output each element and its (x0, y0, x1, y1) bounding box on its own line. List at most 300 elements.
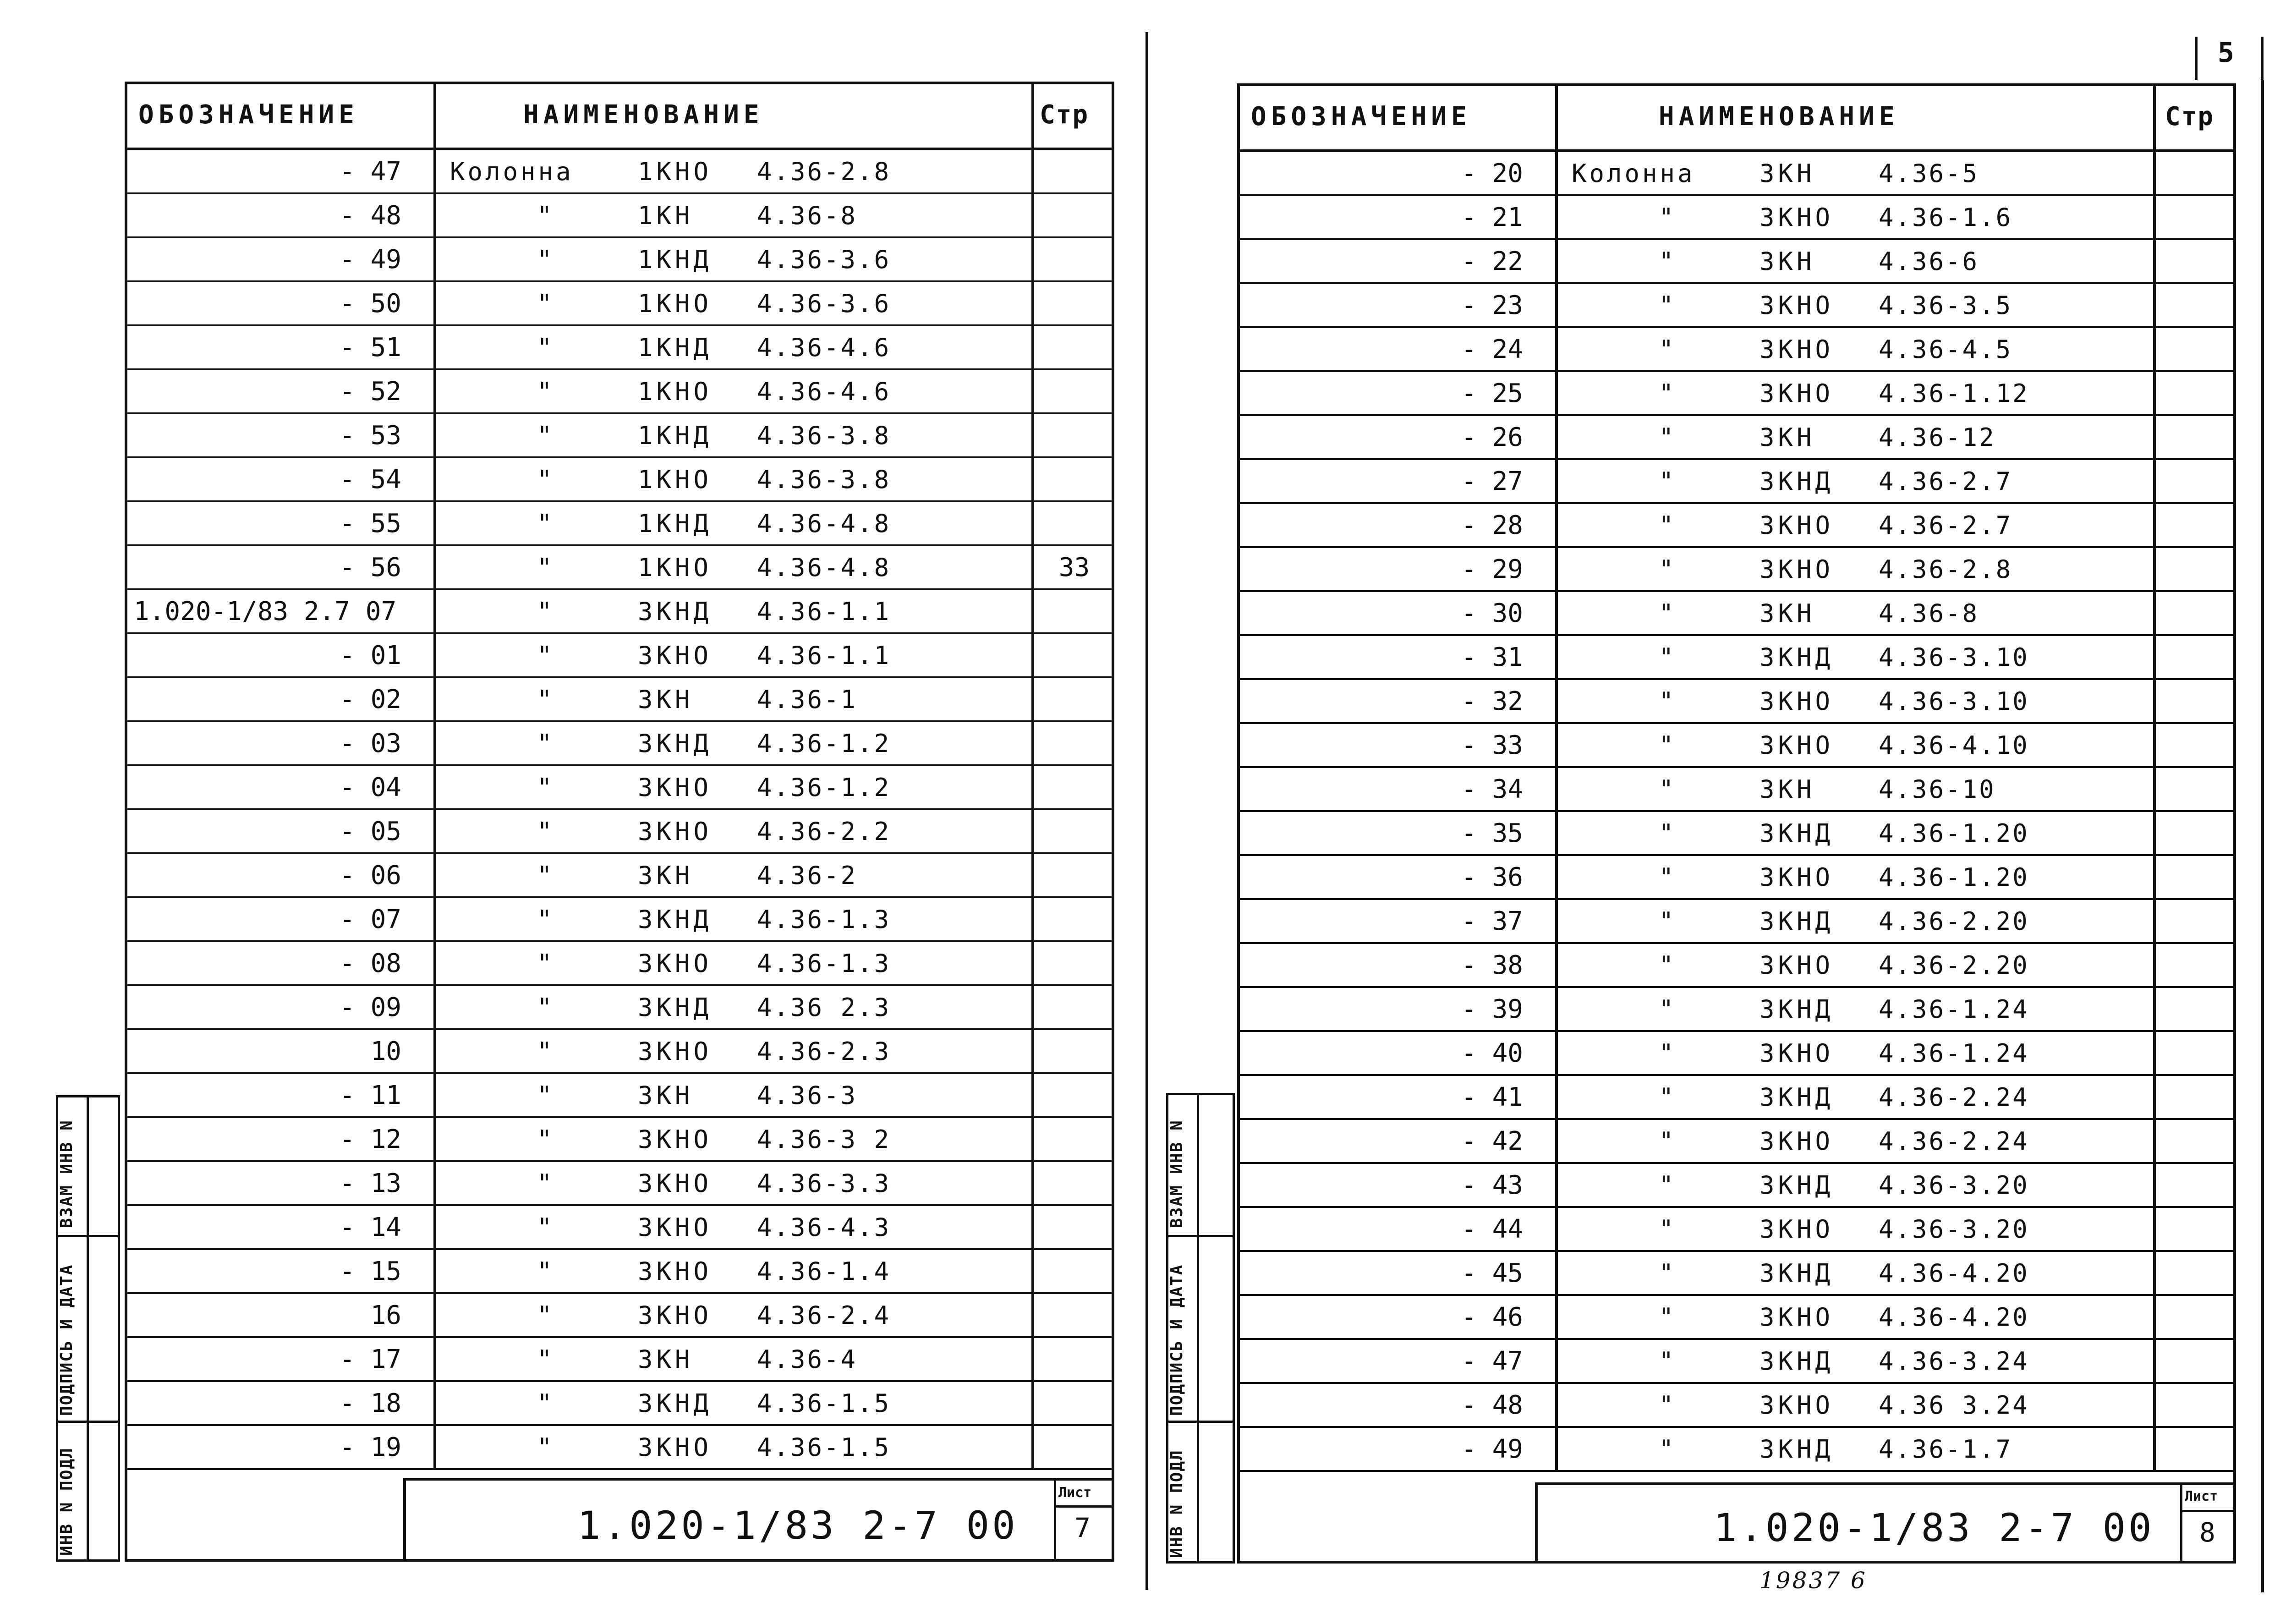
table-row (1237, 152, 2236, 196)
row-prefix: " (1659, 291, 1674, 320)
row-designation: - 47 (125, 150, 436, 192)
row-name (436, 194, 1034, 236)
row-name (1558, 856, 2156, 898)
row-prefix: " (1659, 1390, 1674, 1420)
row-designation: - 56 (125, 546, 436, 588)
row-size: 4.36 2.3 (757, 993, 891, 1022)
row-name (1558, 812, 2156, 854)
row-name (436, 150, 1034, 192)
left-stamp-code: 1.020-1/83 2-7 00 (577, 1503, 1018, 1548)
row-prefix: " (1659, 730, 1674, 760)
row-page (2156, 504, 2236, 546)
table-row (1237, 900, 2236, 944)
row-prefix: " (537, 377, 552, 406)
row-page (2156, 592, 2236, 634)
row-designation: - 33 (1237, 724, 1558, 766)
row-designation: - 32 (1237, 680, 1558, 722)
right-stamp-code: 1.020-1/83 2-7 00 (1714, 1505, 2154, 1550)
row-mark: 3КНД (1759, 1170, 1834, 1200)
row-name (436, 1382, 1034, 1424)
table-row (125, 1338, 1114, 1382)
row-size: 4.36-1.3 (757, 905, 891, 934)
row-designation: - 49 (125, 238, 436, 280)
row-prefix: " (537, 685, 552, 714)
row-prefix: " (1659, 642, 1674, 672)
table-row (125, 1250, 1114, 1294)
row-page (1034, 678, 1114, 720)
table-row (125, 590, 1114, 634)
row-name (436, 1294, 1034, 1336)
row-page (2156, 284, 2236, 326)
row-name (436, 1162, 1034, 1204)
row-page (1034, 766, 1114, 808)
left-table-header (125, 82, 1114, 150)
row-size: 4.36-2.2 (757, 817, 891, 846)
row-page (1034, 810, 1114, 852)
row-mark: 3КНО (1759, 1038, 1834, 1068)
row-designation: - 24 (1237, 328, 1558, 370)
row-page (2156, 944, 2236, 986)
table-row (1237, 636, 2236, 680)
row-designation: - 20 (1237, 152, 1558, 194)
table-row (1237, 328, 2236, 372)
row-designation: - 44 (1237, 1208, 1558, 1250)
row-page (2156, 856, 2236, 898)
row-size: 4.36-3.8 (757, 421, 891, 450)
table-row (1237, 812, 2236, 856)
table-row (1237, 724, 2236, 768)
row-prefix: " (537, 1300, 552, 1330)
table-row (125, 810, 1114, 854)
row-page (2156, 416, 2236, 458)
table-row (125, 502, 1114, 546)
table-row (125, 458, 1114, 502)
row-prefix: " (537, 1388, 552, 1418)
row-prefix: " (537, 465, 552, 494)
row-size: 4.36-2.20 (1879, 906, 2029, 936)
center-divider (1146, 32, 1148, 1590)
row-page (1034, 1206, 1114, 1248)
row-page (1034, 238, 1114, 280)
row-designation: - 53 (125, 414, 436, 456)
row-prefix: Колонна (450, 157, 574, 186)
row-name (1558, 768, 2156, 810)
row-designation: - 46 (1237, 1296, 1558, 1338)
row-designation: - 31 (1237, 636, 1558, 678)
row-designation: - 02 (125, 678, 436, 720)
row-size: 4.36-1.3 (757, 949, 891, 978)
table-row (125, 1030, 1114, 1074)
row-prefix: " (537, 289, 552, 318)
row-prefix: " (537, 421, 552, 450)
row-designation: - 50 (125, 282, 436, 324)
row-mark: 1КНО (638, 377, 713, 406)
row-designation: - 09 (125, 986, 436, 1028)
row-size: 4.36-4.20 (1879, 1302, 2029, 1332)
row-size: 4.36-3.3 (757, 1169, 891, 1198)
row-mark: 3КНД (1759, 642, 1834, 672)
row-name (1558, 1120, 2156, 1162)
footer-note: 19837 6 (1759, 1567, 1867, 1594)
row-mark: 3КНО (1759, 1390, 1834, 1420)
row-mark: 3КНО (638, 1256, 713, 1286)
row-prefix: " (1659, 554, 1674, 584)
row-page (2156, 1384, 2236, 1426)
row-prefix: " (1659, 1082, 1674, 1112)
row-designation: - 06 (125, 854, 436, 896)
row-designation: - 12 (125, 1118, 436, 1160)
row-mark: 3КН (1759, 774, 1815, 804)
row-prefix: " (537, 201, 552, 230)
row-mark: 3КНД (1759, 1346, 1834, 1376)
row-page (1034, 150, 1114, 192)
row-prefix: " (1659, 247, 1674, 276)
row-mark: 3КНО (638, 817, 713, 846)
row-name (436, 326, 1034, 368)
row-page (1034, 1118, 1114, 1160)
row-designation: - 19 (125, 1426, 436, 1468)
table-row (125, 194, 1114, 238)
row-designation: - 22 (1237, 240, 1558, 282)
row-prefix: " (537, 333, 552, 362)
row-page (1034, 1338, 1114, 1380)
left-sheet-number: 7 (1074, 1512, 1091, 1543)
row-prefix: " (1659, 1302, 1674, 1332)
left-side-label-inv-podl: ИНВ N ПОДЛ (57, 1447, 76, 1556)
table-row (1237, 1296, 2236, 1340)
row-size: 4.36-4.10 (1879, 730, 2029, 760)
table-row (1237, 944, 2236, 988)
row-name (1558, 416, 2156, 458)
table-row (1237, 1032, 2236, 1076)
row-size: 4.36-2.24 (1879, 1082, 2029, 1112)
row-size: 4.36-3.6 (757, 289, 891, 318)
row-mark: 3КН (638, 1344, 694, 1374)
left-sheet-label: Лист (1058, 1485, 1092, 1501)
table-row (1237, 196, 2236, 240)
row-name (436, 810, 1034, 852)
row-designation: 16 (125, 1294, 436, 1336)
row-designation: - 28 (1237, 504, 1558, 546)
row-mark: 3КНО (1759, 554, 1834, 584)
row-name (1558, 1252, 2156, 1294)
row-designation: - 54 (125, 458, 436, 500)
table-row (125, 942, 1114, 986)
row-size: 4.36-1.6 (1879, 203, 2013, 232)
row-size: 4.36-2.4 (757, 1300, 891, 1330)
row-designation: - 05 (125, 810, 436, 852)
row-name (436, 854, 1034, 896)
row-designation: - 43 (1237, 1164, 1558, 1206)
row-mark: 1КНО (638, 465, 713, 494)
row-size: 4.36-2.8 (1879, 554, 2013, 584)
row-page (1034, 854, 1114, 896)
left-side-label-signature: ПОДПИСЬ И ДАТА (57, 1264, 76, 1416)
row-size: 4.36-1.12 (1879, 379, 2029, 408)
row-prefix: " (537, 1256, 552, 1286)
row-page (1034, 1294, 1114, 1336)
table-row (1237, 1076, 2236, 1120)
row-designation: - 48 (1237, 1384, 1558, 1426)
table-row (1237, 284, 2236, 328)
row-name (436, 1206, 1034, 1248)
row-prefix: " (537, 1213, 552, 1242)
table-row (1237, 1384, 2236, 1428)
row-name (436, 1074, 1034, 1116)
row-mark: 3КНО (1759, 730, 1834, 760)
row-designation: - 30 (1237, 592, 1558, 634)
row-mark: 3КНД (1759, 466, 1834, 496)
row-size: 4.36-1.2 (757, 773, 891, 802)
row-designation: - 04 (125, 766, 436, 808)
row-mark: 3КНД (1759, 1258, 1834, 1288)
row-mark: 3КНД (638, 597, 713, 626)
row-designation: - 15 (125, 1250, 436, 1292)
row-mark: 3КНД (638, 993, 713, 1022)
row-page (1034, 414, 1114, 456)
row-name (436, 370, 1034, 412)
row-size: 4.36-4.8 (757, 553, 891, 582)
table-row (1237, 372, 2236, 416)
row-name (1558, 548, 2156, 590)
row-designation: - 29 (1237, 548, 1558, 590)
row-designation: - 17 (125, 1338, 436, 1380)
row-page (2156, 240, 2236, 282)
table-row (125, 326, 1114, 370)
row-page (2156, 768, 2236, 810)
row-designation: - 38 (1237, 944, 1558, 986)
row-page (1034, 986, 1114, 1028)
row-mark: 3КНО (638, 1213, 713, 1242)
table-row (1237, 416, 2236, 460)
designation-header: ОБОЗНАЧЕНИЕ (125, 82, 436, 148)
table-row (125, 1294, 1114, 1338)
row-mark: 3КН (1759, 598, 1815, 628)
row-prefix: " (537, 553, 552, 582)
row-mark: 3КНД (1759, 906, 1834, 936)
table-row (125, 986, 1114, 1030)
row-prefix: " (1659, 379, 1674, 408)
row-mark: 1КН (638, 201, 694, 230)
row-size: 4.36-1 (757, 685, 858, 714)
row-size: 4.36-4.6 (757, 377, 891, 406)
row-designation: - 08 (125, 942, 436, 984)
table-row (1237, 768, 2236, 812)
row-prefix: " (537, 1344, 552, 1374)
row-size: 4.36-3.8 (757, 465, 891, 494)
row-designation: - 27 (1237, 460, 1558, 502)
table-row (125, 854, 1114, 898)
table-row (1237, 1428, 2236, 1472)
row-mark: 1КНД (638, 509, 713, 538)
row-page (2156, 1076, 2236, 1118)
row-designation: - 34 (1237, 768, 1558, 810)
row-name (1558, 1296, 2156, 1338)
row-designation: - 35 (1237, 812, 1558, 854)
row-page (1034, 1074, 1114, 1116)
row-size: 4.36-4.8 (757, 509, 891, 538)
row-mark: 1КНД (638, 245, 713, 274)
row-designation: - 11 (125, 1074, 436, 1116)
row-mark: 3КНО (1759, 510, 1834, 540)
row-designation: - 40 (1237, 1032, 1558, 1074)
row-size: 4.36-3.20 (1879, 1170, 2029, 1200)
row-name (436, 502, 1034, 544)
table-row (1237, 856, 2236, 900)
row-designation: - 49 (1237, 1428, 1558, 1470)
row-mark: 1КНД (638, 333, 713, 362)
row-name (436, 942, 1034, 984)
row-designation: - 18 (125, 1382, 436, 1424)
row-prefix: " (1659, 422, 1674, 452)
row-size: 4.36-3.10 (1879, 686, 2029, 716)
row-prefix: " (1659, 950, 1674, 980)
row-size: 4.36-4 (757, 1344, 858, 1374)
row-name (1558, 1340, 2156, 1382)
row-name (1558, 988, 2156, 1030)
row-name (436, 766, 1034, 808)
row-mark: 3КНД (1759, 994, 1834, 1024)
row-designation: - 25 (1237, 372, 1558, 414)
row-page (2156, 812, 2236, 854)
row-page (2156, 724, 2236, 766)
row-name (1558, 1164, 2156, 1206)
row-designation: - 03 (125, 722, 436, 764)
row-designation: - 21 (1237, 196, 1558, 238)
row-page (1034, 370, 1114, 412)
row-size: 4.36-1.24 (1879, 1038, 2029, 1068)
row-size: 4.36-8 (1879, 598, 1979, 628)
row-prefix: " (1659, 862, 1674, 892)
row-name (1558, 152, 2156, 194)
row-designation: - 47 (1237, 1340, 1558, 1382)
row-size: 4.36-4.6 (757, 333, 891, 362)
name-header: НАИМЕНОВАНИЕ (1558, 83, 2156, 149)
row-page (2156, 1032, 2236, 1074)
row-mark: 3КНД (638, 729, 713, 758)
table-row (1237, 504, 2236, 548)
row-mark: 3КН (1759, 159, 1815, 188)
row-mark: 3КНО (638, 1432, 713, 1462)
row-page (1034, 458, 1114, 500)
right-sheet-label: Лист (2185, 1488, 2218, 1504)
row-prefix: " (537, 1432, 552, 1462)
table-row (1237, 988, 2236, 1032)
row-mark: 3КНД (1759, 818, 1834, 848)
table-row (1237, 240, 2236, 284)
row-page (1034, 194, 1114, 236)
table-row (125, 678, 1114, 722)
row-designation: - 41 (1237, 1076, 1558, 1118)
row-size: 4.36-2.20 (1879, 950, 2029, 980)
table-row (1237, 1164, 2236, 1208)
row-designation: - 51 (125, 326, 436, 368)
row-size: 4.36-10 (1879, 774, 1996, 804)
row-name (436, 546, 1034, 588)
row-designation: - 36 (1237, 856, 1558, 898)
row-size: 4.36-1.7 (1879, 1434, 2013, 1464)
row-mark: 3КНД (1759, 1082, 1834, 1112)
row-page (1034, 1426, 1114, 1468)
row-page (2156, 328, 2236, 370)
row-size: 4.36-3 (757, 1081, 858, 1110)
row-name (436, 1118, 1034, 1160)
row-designation: - 14 (125, 1206, 436, 1248)
row-mark: 3КН (1759, 247, 1815, 276)
row-page (1034, 1030, 1114, 1072)
row-mark: 3КНД (638, 905, 713, 934)
table-row (125, 150, 1114, 194)
table-row (125, 722, 1114, 766)
table-row (125, 1118, 1114, 1162)
row-designation: - 45 (1237, 1252, 1558, 1294)
row-designation: - 39 (1237, 988, 1558, 1030)
row-prefix: " (1659, 906, 1674, 936)
row-mark: 3КНО (638, 641, 713, 670)
row-prefix: " (537, 861, 552, 890)
row-prefix: " (1659, 510, 1674, 540)
row-name (1558, 284, 2156, 326)
row-page (1034, 1382, 1114, 1424)
row-name (436, 458, 1034, 500)
row-mark: 3КНО (638, 1300, 713, 1330)
row-page (2156, 196, 2236, 238)
row-prefix: " (1659, 1126, 1674, 1156)
row-name (1558, 944, 2156, 986)
row-prefix: " (1659, 598, 1674, 628)
row-name (1558, 240, 2156, 282)
row-name (1558, 724, 2156, 766)
row-name (1558, 592, 2156, 634)
row-size: 4.36-2.3 (757, 1037, 891, 1066)
row-size: 4.36-3.20 (1879, 1214, 2029, 1244)
row-designation: - 23 (1237, 284, 1558, 326)
row-size: 4.36-1.5 (757, 1388, 891, 1418)
row-mark: 1КНО (638, 289, 713, 318)
row-size: 4.36-1.20 (1879, 818, 2029, 848)
right-table-header (1237, 83, 2236, 152)
row-mark: 3КНО (638, 1037, 713, 1066)
row-page (2156, 1296, 2236, 1338)
row-page (2156, 988, 2236, 1030)
row-size: 4.36-4.20 (1879, 1258, 2029, 1288)
row-prefix: " (537, 1125, 552, 1154)
row-designation: - 55 (125, 502, 436, 544)
row-page: 33 (1058, 552, 1090, 582)
table-row (125, 370, 1114, 414)
row-name (1558, 636, 2156, 678)
row-mark: 3КНО (1759, 1126, 1834, 1156)
row-prefix: " (537, 597, 552, 626)
row-mark: 3КНО (1759, 862, 1834, 892)
row-size: 4.36-3.5 (1879, 291, 2013, 320)
row-size: 4.36-6 (1879, 247, 1979, 276)
row-mark: 3КНО (1759, 379, 1834, 408)
row-designation: 10 (125, 1030, 436, 1072)
row-page (2156, 460, 2236, 502)
row-name (436, 898, 1034, 940)
row-prefix: " (537, 509, 552, 538)
row-name (1558, 196, 2156, 238)
row-prefix: " (537, 245, 552, 274)
row-name (436, 282, 1034, 324)
row-size: 4.36-1.4 (757, 1256, 891, 1286)
row-size: 4.36-2 (757, 861, 858, 890)
row-prefix: " (537, 773, 552, 802)
row-name (1558, 1032, 2156, 1074)
row-mark: 1КНО (638, 553, 713, 582)
row-name (436, 414, 1034, 456)
